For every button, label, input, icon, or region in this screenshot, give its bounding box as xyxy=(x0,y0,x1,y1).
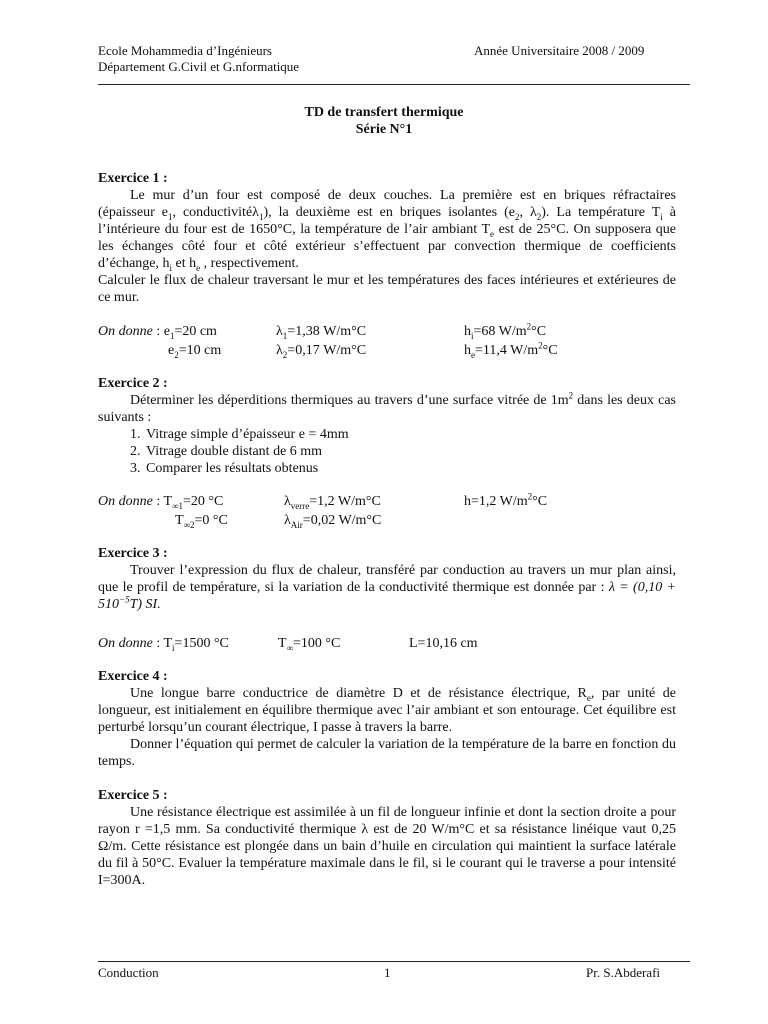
list-item: 2. Vitrage double distant de 6 mm xyxy=(144,443,349,460)
header-school: Ecole Mohammedia d’Ingénieurs xyxy=(98,43,272,58)
header-department: Département G.Civil et G.nformatique xyxy=(98,59,300,74)
ex5-paragraph: Une résistance électrique est assimilée à un fil de longueur infinie et dont la section droite a pour rayon r =1,5 mm. Sa conductivité thermique λ est de 20 W/m°C et sa résistance linéique vaut 0,25 Ω/m. Cette résistance est plongée dans un bain d’huile en circulation qui maintient la surface latérale du fil à 50°C. Evaluer la température maximale dans le fil, si le courant qui le traverse a pour intensité I=300A. xyxy=(98,805,676,888)
ex1-question: Calculer le flux de chaleur traversant le mur et les températures des faces intérieures et extérieures de ce mur. xyxy=(98,273,676,305)
ex2-list xyxy=(118,426,349,477)
footer-course: Conduction xyxy=(98,965,159,980)
ex1-lambda1: $\lambda_1=1,38$ W/m°C xyxy=(276,324,367,341)
ex1-paragraph: Le mur d’un four est composé de deux couches. La première est en briques réfractaires (épaisseur $e_1$, conductivitéλ$_1$), la deuxième est en briques isolantes ($e_2$, $\lambda_2$). La température $T_i$ à l’intérieure du four est de 1650°C, la température de l’air ambiant $T_e$ est de 25°C. On supposera que les échanges côté four et côté extérieur s’effectuent par convection thermique de coefficients d’échange, $h_i$ et $h_e$ , respectivement. xyxy=(98,188,677,273)
footer-author: Pr. S.Abderafi xyxy=(586,965,661,980)
header-year: Année Universitaire 2008 / 2009 xyxy=(474,43,645,58)
ex1-given-row1: On donne : $e_1=20$ cm xyxy=(98,324,217,341)
ex1-heading: Exercice 1 : xyxy=(98,171,168,186)
header-rule xyxy=(98,84,690,85)
ex2-h: h=1,2 $W/m^2^\circ C$ xyxy=(464,491,548,509)
ex3-tinf: $T_\infty=100$ °C xyxy=(278,636,341,653)
ex5-heading: Exercice 5 : xyxy=(98,788,168,803)
ex2-given-row2: $T_{\infty 2}=0$ °C xyxy=(175,513,228,530)
footer-page-number: 1 xyxy=(384,965,391,980)
doc-subtitle: Série N°1 xyxy=(355,122,413,137)
footer-rule xyxy=(98,961,690,962)
ex2-paragraph: Déterminer les déperditions thermiques au travers d’une surface vitrée de $1m^2$ dans les deux cas suivants : xyxy=(98,390,676,425)
ex3-formula: $\lambda = (0,10 + 510^{-5}T)$ SI. xyxy=(98,580,676,612)
ex4-paragraph: Une longue barre conductrice de diamètre D et de résistance électrique, $R_e$, par unité de longueur, est initialement en équilibre thermique avec l’air ambiant et son entourage. Cet équilibre est perturbé lorsqu’un courant électrique, I passe à travers la barre. xyxy=(98,686,676,735)
ex3-heading: Exercice 3 : xyxy=(98,546,168,561)
ex3-length: L=10,16 cm xyxy=(409,636,478,651)
ex2-lair: $\lambda_{Air}=0,02$ W/m°C xyxy=(284,513,382,530)
ex2-heading: Exercice 2 : xyxy=(98,376,168,391)
ex2-given-row1: On donne : $T_{\infty 1}=20$ °C xyxy=(98,494,224,511)
ex1-lambda2: $\lambda_2=0,17$ W/m°C xyxy=(276,343,367,360)
doc-title: TD de transfert thermique xyxy=(304,105,464,120)
ex3-given: On donne : $T_i=1500$ °C xyxy=(98,636,229,653)
ex4-heading: Exercice 4 : xyxy=(98,669,168,684)
ex1-he: $h_e=11,4$ $W/m^2^\circ C$ xyxy=(464,340,558,360)
ex3-paragraph: Trouver l’expression du flux de chaleur, transféré par conduction au travers un mur plan ainsi, que le profil de température, si la variation de la conductivité thermique est donnée par : $\lambda = (0,10 + 510^{-5}T)$ SI. xyxy=(98,563,676,612)
ex1-hi: $h_i=68$ $W/m^2^\circ C$ xyxy=(464,321,547,341)
ex1-given-row2: $e_2=10$ cm xyxy=(168,343,222,360)
ex2-lverre: $\lambda_{verre}=1,2$ W/m°C xyxy=(284,494,381,511)
ex4-paragraph-2: Donner l’équation qui permet de calculer la variation de la température de la barre en fonction du temps. xyxy=(98,737,676,769)
list-item: 1. Vitrage simple d’épaisseur e = 4mm xyxy=(144,426,349,443)
list-item: 3. Comparer les résultats obtenus xyxy=(144,460,349,477)
